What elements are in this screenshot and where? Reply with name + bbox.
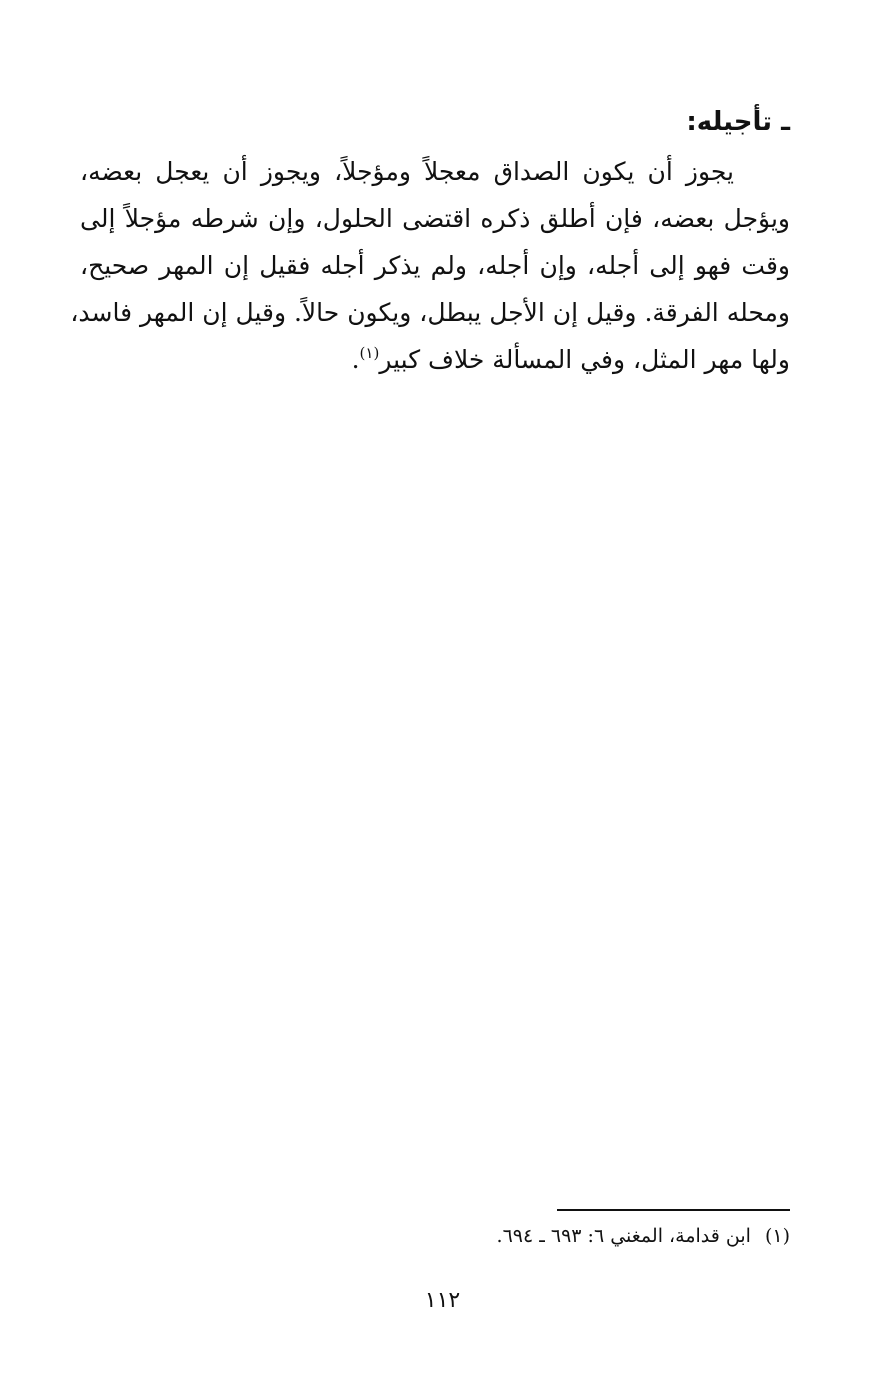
- footnote: [497, 1220, 790, 1252]
- page-number: ١١٢: [424, 1288, 461, 1313]
- paragraph-line: ويؤجل بعضه، فإن أطلق ذكره اقتضى الحلول، وإن شرطه مؤجلاً إلى: [80, 204, 790, 233]
- paragraph-line: ومحله الفرقة. وقيل إن الأجل يبطل، ويكون حالاً. وقيل إن المهر فاسد،: [70, 298, 790, 327]
- paragraph-line: يجوز أن يكون الصداق معجلاً ومؤجلاً، ويجوز أن يعجل بعضه،: [80, 157, 734, 186]
- footnote-text: ابن قدامة، المغني ٦: ٦٩٣ ـ ٦٩٤.: [496, 1225, 751, 1247]
- section-heading: ـ تأجيله:: [686, 107, 790, 137]
- paragraph-line-text: ولها مهر المثل، وفي المسألة خلاف كبير: [379, 345, 790, 374]
- footnote-reference[interactable]: (١): [359, 344, 380, 362]
- footnote-separator: [557, 1209, 790, 1211]
- body-paragraph: [70, 148, 790, 383]
- paragraph-line: وقت فهو إلى أجله، وإن أجله، ولم يذكر أجله فقيل إن المهر صحيح،: [80, 251, 790, 280]
- footnote-number: (١): [764, 1225, 790, 1247]
- paragraph-end-punctuation: .: [351, 345, 360, 374]
- paragraph-last-line: [80, 336, 790, 383]
